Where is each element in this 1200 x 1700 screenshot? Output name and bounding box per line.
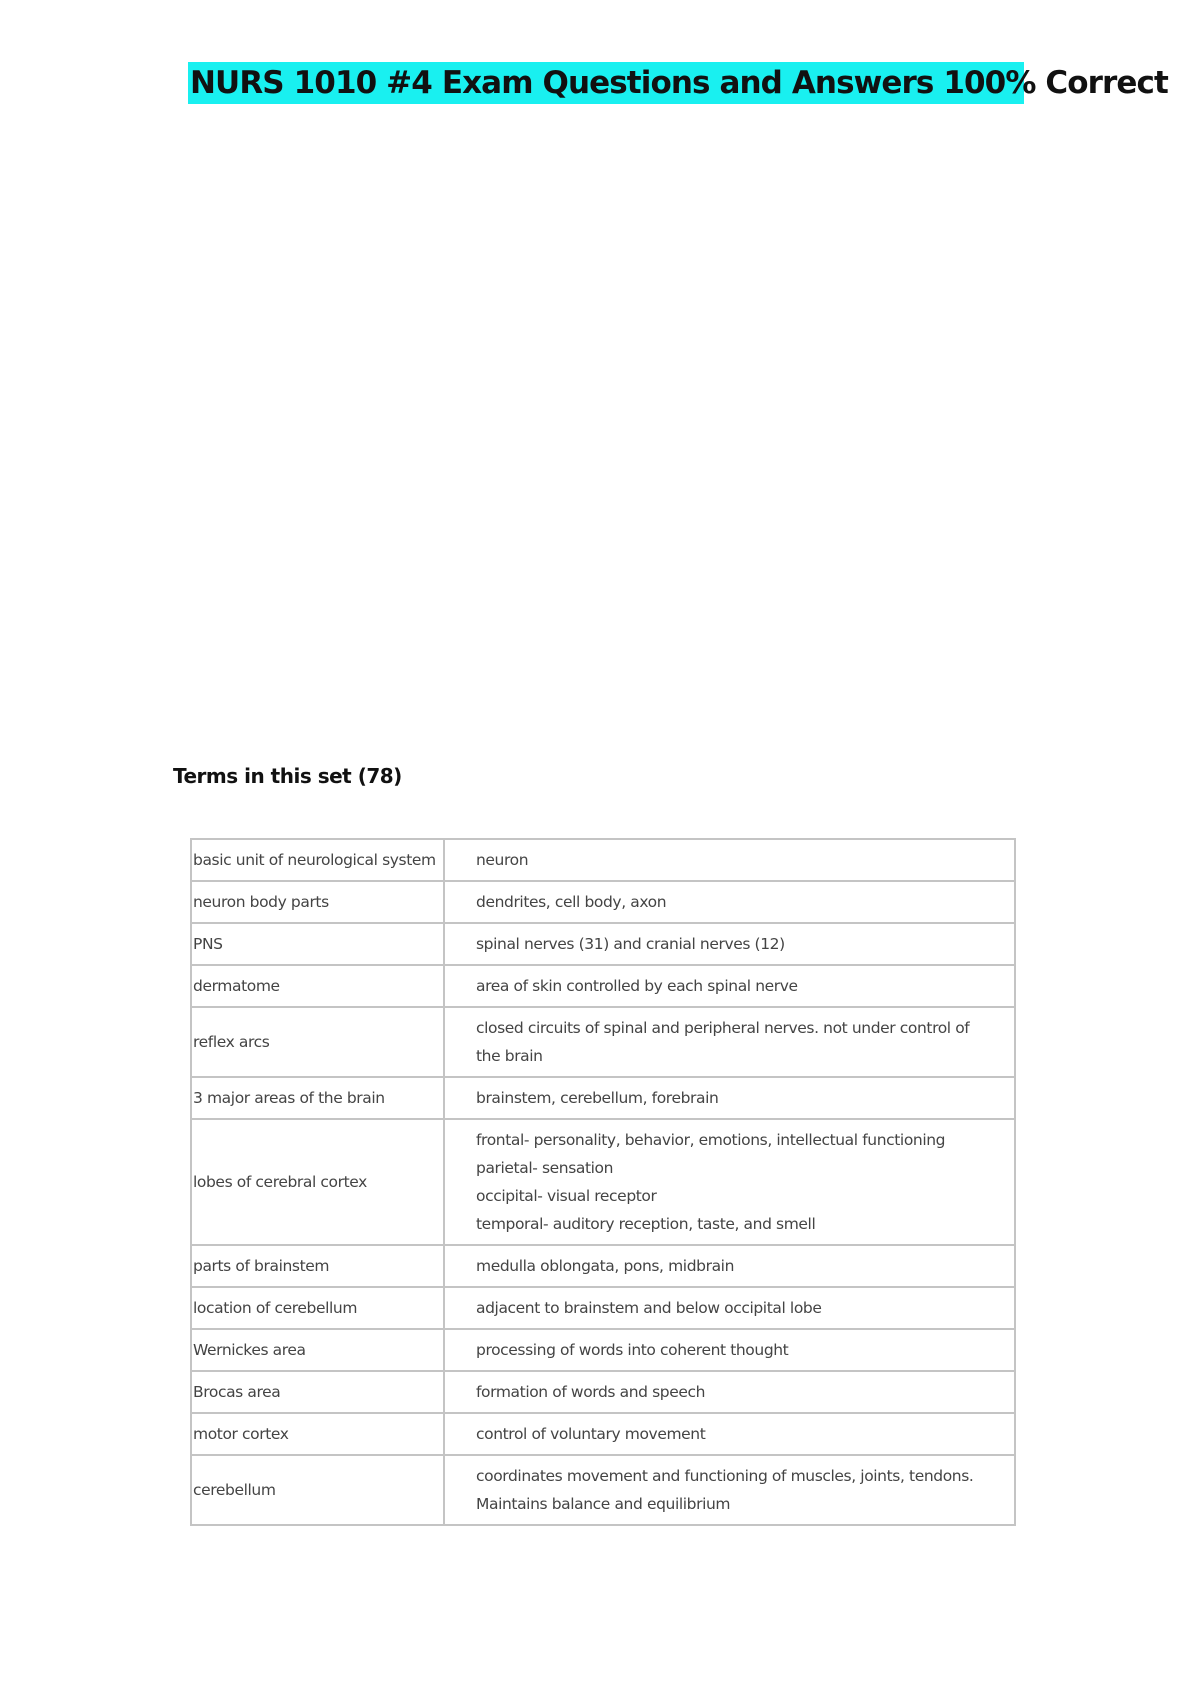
definition-line: formation of words and speech — [476, 1383, 706, 1401]
term-cell: reflex arcs — [191, 1007, 444, 1077]
term-cell: basic unit of neurological system — [191, 839, 444, 881]
definition-cell — [444, 839, 1015, 881]
term-cell: dermatome — [191, 965, 444, 1007]
definition-cell — [444, 1371, 1015, 1413]
definition-line: dendrites, cell body, axon — [476, 893, 667, 911]
table-row — [191, 1329, 1015, 1371]
definition-cell — [444, 1287, 1015, 1329]
table-row — [191, 1245, 1015, 1287]
term-cell: Brocas area — [191, 1371, 444, 1413]
definition-line: area of skin controlled by each spinal nerve — [476, 977, 798, 995]
definition-cell — [444, 1119, 1015, 1245]
table-row — [191, 881, 1015, 923]
term-cell: motor cortex — [191, 1413, 444, 1455]
table-row — [191, 1371, 1015, 1413]
definition-cell — [444, 1329, 1015, 1371]
term-cell: location of cerebellum — [191, 1287, 444, 1329]
term-cell: Wernickes area — [191, 1329, 444, 1371]
definition-cell — [444, 1007, 1015, 1077]
definition-line: coordinates movement and functioning of muscles, joints, tendons. Maintains balance and equilibrium — [476, 1467, 974, 1513]
table-row — [191, 1077, 1015, 1119]
table-row — [191, 1007, 1015, 1077]
term-cell: 3 major areas of the brain — [191, 1077, 444, 1119]
table-row — [191, 1287, 1015, 1329]
table-row — [191, 1119, 1015, 1245]
term-cell: cerebellum — [191, 1455, 444, 1525]
definition-line: processing of words into coherent thought — [476, 1341, 789, 1359]
definition-line: temporal- auditory reception, taste, and smell — [476, 1215, 816, 1233]
definition-line: parietal- sensation — [476, 1159, 614, 1177]
term-cell: lobes of cerebral cortex — [191, 1119, 444, 1245]
table-row — [191, 923, 1015, 965]
definition-line: closed circuits of spinal and peripheral nerves. not under control of the brain — [476, 1019, 970, 1065]
definition-cell — [444, 965, 1015, 1007]
table-row — [191, 1413, 1015, 1455]
term-cell: parts of brainstem — [191, 1245, 444, 1287]
definition-line: control of voluntary movement — [476, 1425, 706, 1443]
table-row — [191, 965, 1015, 1007]
definition-line: neuron — [476, 851, 529, 869]
definition-line: frontal- personality, behavior, emotions, intellectual functioning — [476, 1131, 946, 1149]
table-row — [191, 1455, 1015, 1525]
term-cell: PNS — [191, 923, 444, 965]
definition-line: occipital- visual receptor — [476, 1187, 657, 1205]
definition-line: brainstem, cerebellum, forebrain — [476, 1089, 719, 1107]
page-bottom-margin — [0, 1530, 1200, 1700]
terms-set-heading: Terms in this set (78) — [173, 764, 402, 788]
definition-cell — [444, 1413, 1015, 1455]
document-title: NURS 1010 #4 Exam Questions and Answers 100% Correct — [188, 62, 1024, 104]
definition-line: medulla oblongata, pons, midbrain — [476, 1257, 734, 1275]
definition-cell — [444, 923, 1015, 965]
definition-cell — [444, 881, 1015, 923]
terms-table — [190, 838, 1016, 1526]
definition-line: spinal nerves (31) and cranial nerves (12) — [476, 935, 785, 953]
definition-cell — [444, 1077, 1015, 1119]
definition-cell — [444, 1455, 1015, 1525]
table-row — [191, 839, 1015, 881]
definition-line: adjacent to brainstem and below occipital lobe — [476, 1299, 822, 1317]
term-cell: neuron body parts — [191, 881, 444, 923]
definition-cell — [444, 1245, 1015, 1287]
